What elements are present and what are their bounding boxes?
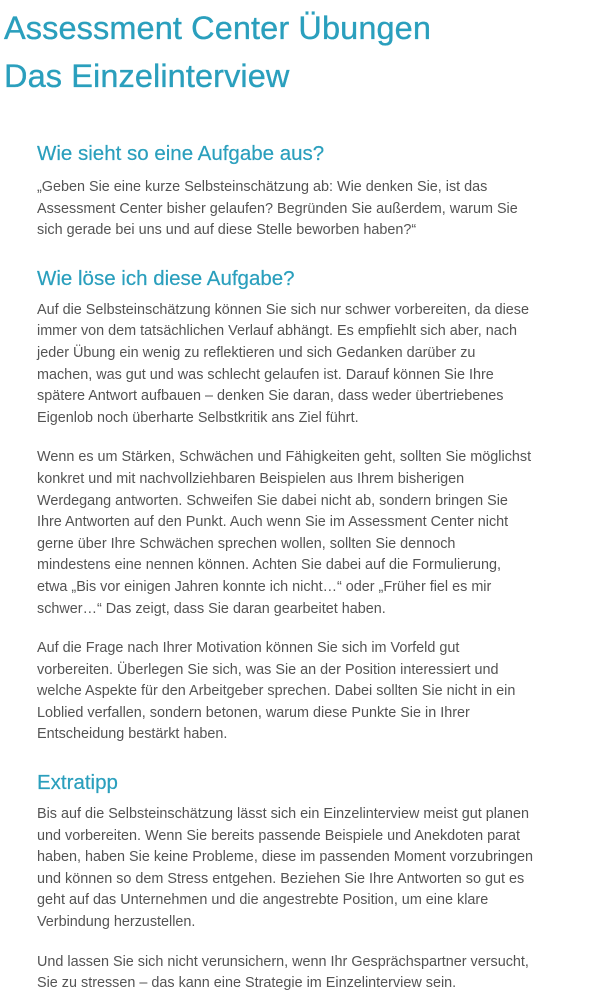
text-line: schwer…“ Das zeigt, dass Sie daran gearbeitet haben. [37, 600, 386, 617]
text-line: haben, haben Sie keine Probleme, diese im passenden Moment vorzubringen [37, 849, 533, 866]
section-extra-tip [37, 769, 609, 995]
paragraph [37, 952, 609, 995]
text-line: Loblied verfallen, sondern betonen, warum diese Punkte Sie in Ihrer [37, 704, 470, 721]
text-line: Entscheidung bestärkt haben. [37, 726, 228, 743]
text-line: vorbereiten. Überlegen Sie sich, was Sie an der Position interessiert und [37, 661, 499, 678]
page-title [4, 4, 431, 100]
paragraph [37, 638, 609, 746]
text-line: „Geben Sie eine kurze Selbsteinschätzung ab: Wie denken Sie, ist das [37, 179, 488, 195]
text-line: etwa „Bis vor einigen Jahren konnte ich nicht…“ oder „Früher fiel es mir [37, 578, 492, 595]
text-line: gerne über Ihre Schwächen sprechen wollen, sollten Sie dennoch [37, 535, 456, 552]
document-body [37, 140, 609, 995]
text-line: Sie zu stressen – das kann eine Strategie im Einzelinterview sein. [37, 975, 457, 992]
paragraph [37, 300, 609, 430]
text-line: spätere Antwort aufbauen – denken Sie daran, dass weder übertriebenes [37, 388, 504, 405]
text-line: Werdegang antworten. Schweifen Sie dabei nicht ab, sondern bringen Sie [37, 492, 508, 509]
text-line: Auf die Frage nach Ihrer Motivation können Sie sich im Vorfeld gut [37, 640, 460, 657]
section-task [37, 140, 609, 242]
text-line: sich gerade bei uns und auf diese Stelle beworben haben?“ [37, 222, 417, 239]
text-line: jeder Übung ein wenig zu reflektieren und sich Gedanken darüber zu [37, 344, 476, 361]
text-line: Assessment Center bisher gelaufen? Begründen Sie außerdem, warum Sie [37, 200, 518, 217]
text-line: und vorbereiten. Wenn Sie bereits passende Beispiele und Anekdoten parat [37, 827, 520, 844]
section-solution [37, 265, 609, 746]
text-line: mindestens eine nennen können. Achten Sie dabei auf die Formulierung, [37, 557, 502, 574]
title-line: Assessment Center Übungen [4, 10, 432, 46]
section-heading: Wie sieht so eine Aufgabe aus? [37, 142, 325, 165]
text-line: Und lassen Sie sich nicht verunsichern, wenn Ihr Gesprächspartner versucht, [37, 953, 529, 970]
text-line: machen, was gut und was schlecht gelaufen ist. Darauf können Sie Ihre [37, 366, 494, 383]
title-line: Das Einzelinterview [4, 58, 290, 94]
paragraph [37, 177, 609, 242]
section-heading: Wie löse ich diese Aufgabe? [37, 266, 295, 290]
paragraph [37, 447, 609, 620]
text-line: welche Aspekte für den Arbeitgeber sprechen. Dabei sollten Sie nicht in ein [37, 683, 516, 700]
section-heading: Extratipp [37, 771, 118, 795]
text-line: immer von dem tatsächlichen Verlauf abhängt. Es empfiehlt sich aber, nach [37, 323, 517, 340]
text-line: konkret und mit nachvollziehbaren Beispielen aus Ihrem bisherigen [37, 470, 465, 487]
text-line: Ihre Antworten auf den Punkt. Auch wenn Sie im Assessment Center nicht [37, 514, 509, 531]
text-line: geht auf das Unternehmen und die angestrebte Position, um eine klare [37, 892, 489, 909]
text-line: Eigenlob noch überharte Selbstkritik ans Ziel führt. [37, 409, 359, 426]
paragraph [37, 804, 609, 934]
text-line: Verbindung herzustellen. [37, 914, 196, 931]
text-line: und können so dem Stress entgehen. Beziehen Sie Ihre Antworten so gut es [37, 870, 525, 887]
text-line: Bis auf die Selbsteinschätzung lässt sich ein Einzelinterview meist gut planen [37, 806, 529, 823]
text-line: Auf die Selbsteinschätzung können Sie sich nur schwer vorbereiten, da diese [37, 301, 529, 318]
text-line: Wenn es um Stärken, Schwächen und Fähigkeiten geht, sollten Sie möglichst [37, 449, 532, 466]
